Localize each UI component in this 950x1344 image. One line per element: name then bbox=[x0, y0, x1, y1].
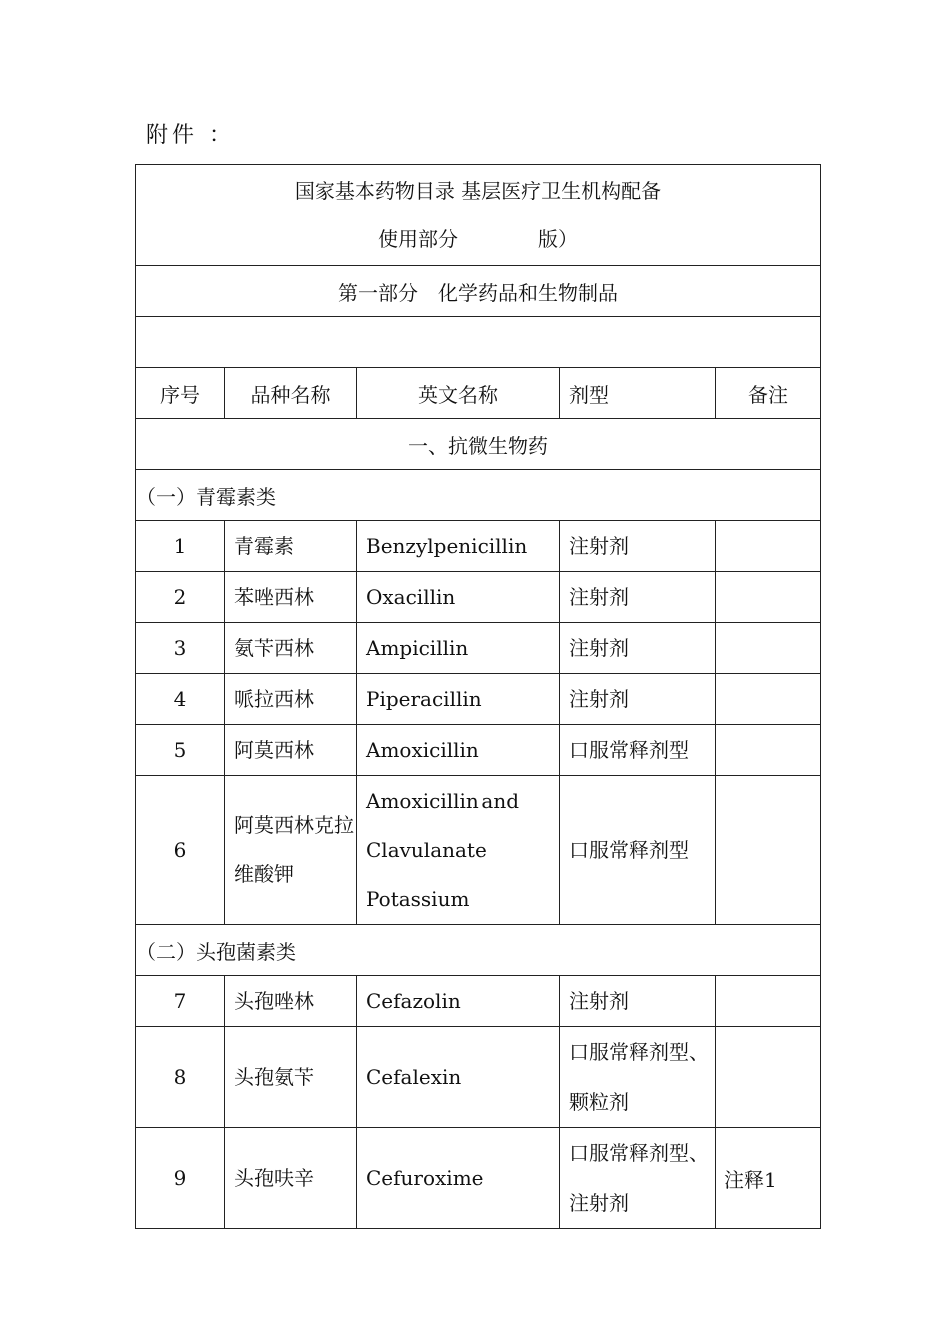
row-no: 6 bbox=[136, 776, 225, 925]
header-dosage-form: 剂型 bbox=[560, 368, 716, 419]
row-cn-name: 苯唑西林 bbox=[225, 572, 357, 623]
subsection-heading: （二）头孢菌素类 bbox=[136, 925, 821, 976]
table-header-row bbox=[136, 368, 821, 419]
row-no: 1 bbox=[136, 521, 225, 572]
row-no: 4 bbox=[136, 674, 225, 725]
row-dosage-form: 注射剂 bbox=[560, 674, 716, 725]
row-cn-name: 头孢唑林 bbox=[225, 976, 357, 1027]
header-cn-name: 品种名称 bbox=[225, 368, 357, 419]
header-note: 备注 bbox=[716, 368, 821, 419]
row-dosage-form: 注射剂 bbox=[560, 976, 716, 1027]
row-no: 8 bbox=[136, 1027, 225, 1128]
row-note bbox=[716, 572, 821, 623]
row-cn-name: 阿莫西林克拉维酸钾 bbox=[225, 776, 357, 925]
header-en-name: 英文名称 bbox=[357, 368, 560, 419]
row-en-name bbox=[357, 776, 560, 925]
row-en-name: Benzylpenicillin bbox=[357, 521, 560, 572]
table-row bbox=[136, 776, 821, 925]
table-row bbox=[136, 572, 821, 623]
table-row bbox=[136, 521, 821, 572]
row-dosage-form: 口服常释剂型 bbox=[560, 725, 716, 776]
row-note bbox=[716, 1027, 821, 1128]
row-no: 2 bbox=[136, 572, 225, 623]
row-note bbox=[716, 623, 821, 674]
catalog-title-line1: 国家基本药物目录 基层医疗卫生机构配备 bbox=[294, 179, 662, 203]
row-en-name: Piperacillin bbox=[357, 674, 560, 725]
row-cn-name: 氨苄西林 bbox=[225, 623, 357, 674]
row-dosage-form: 口服常释剂型 bbox=[560, 776, 716, 925]
row-en-name-part: Clavulanate bbox=[366, 837, 487, 862]
catalog-title bbox=[136, 165, 821, 266]
catalog-title-line2: 使用部分 版） bbox=[378, 227, 578, 251]
attachment-label: 附件 ： bbox=[146, 123, 235, 148]
header-no: 序号 bbox=[136, 368, 225, 419]
section-heading: 一、抗微生物药 bbox=[136, 419, 821, 470]
row-en-name: Oxacillin bbox=[357, 572, 560, 623]
row-en-name-part: and bbox=[481, 788, 519, 813]
table-row bbox=[136, 1128, 821, 1229]
subsection-heading: （一）青霉素类 bbox=[136, 470, 821, 521]
row-en-name: Cefalexin bbox=[357, 1027, 560, 1128]
row-en-name-part: Potassium bbox=[366, 886, 470, 911]
row-cn-name: 哌拉西林 bbox=[225, 674, 357, 725]
table-row bbox=[136, 1027, 821, 1128]
row-en-name-part: Amoxicillin bbox=[366, 788, 479, 813]
table-row bbox=[136, 976, 821, 1027]
row-cn-name: 青霉素 bbox=[225, 521, 357, 572]
row-no: 7 bbox=[136, 976, 225, 1027]
row-note bbox=[716, 674, 821, 725]
row-no: 3 bbox=[136, 623, 225, 674]
row-note: 注释1 bbox=[716, 1128, 821, 1229]
row-no: 9 bbox=[136, 1128, 225, 1229]
row-cn-name: 头孢氨苄 bbox=[225, 1027, 357, 1128]
row-dosage-form: 注射剂 bbox=[560, 521, 716, 572]
part-title: 第一部分 化学药品和生物制品 bbox=[136, 266, 821, 317]
row-cn-name: 头孢呋辛 bbox=[225, 1128, 357, 1229]
row-dosage-form: 口服常释剂型、颗粒剂 bbox=[560, 1027, 716, 1128]
row-en-name: Amoxicillin bbox=[357, 725, 560, 776]
row-dosage-form: 口服常释剂型、注射剂 bbox=[560, 1128, 716, 1229]
row-cn-name: 阿莫西林 bbox=[225, 725, 357, 776]
row-no: 5 bbox=[136, 725, 225, 776]
table-row bbox=[136, 725, 821, 776]
row-dosage-form: 注射剂 bbox=[560, 572, 716, 623]
row-en-name: Cefuroxime bbox=[357, 1128, 560, 1229]
row-note bbox=[716, 976, 821, 1027]
blank-row bbox=[136, 317, 821, 368]
row-note bbox=[716, 521, 821, 572]
table-row bbox=[136, 623, 821, 674]
row-en-name: Ampicillin bbox=[357, 623, 560, 674]
table-row bbox=[136, 674, 821, 725]
row-note bbox=[716, 725, 821, 776]
row-note bbox=[716, 776, 821, 925]
row-en-name: Cefazolin bbox=[357, 976, 560, 1027]
drug-list-table bbox=[135, 164, 821, 1229]
row-dosage-form: 注射剂 bbox=[560, 623, 716, 674]
